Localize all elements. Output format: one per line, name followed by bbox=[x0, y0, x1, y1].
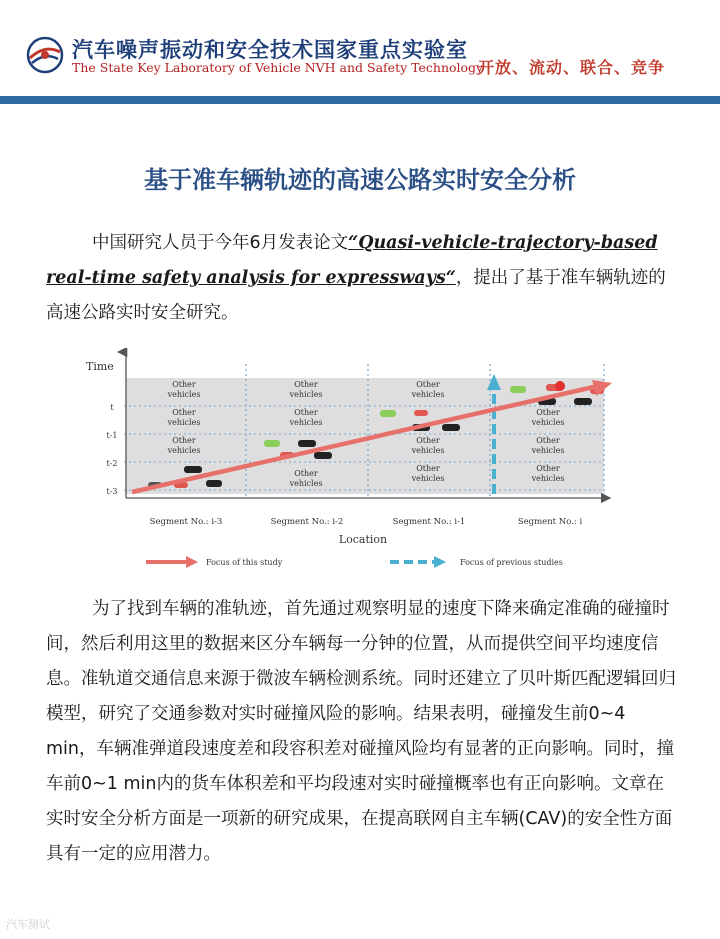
cell-label: Other vehicles bbox=[411, 464, 445, 483]
cell-label: Other vehicles bbox=[531, 408, 565, 427]
intro-paragraph bbox=[46, 226, 676, 331]
body-text: 为了找到车辆的准轨迹，首先通过观察明显的速度下降来确定准确的碰撞时间，然后利用这里的数据来区分车辆每一分钟的位置，从而提供空间平均速度信息。准轨道交通信息来源于微波车辆检测系统。同时还建立了贝叶斯匹配逻辑回归模型，研究了交通参数对实时碰撞风险的影响。结果表明，碰撞发生前0~4 min，车辆准弹道段速度差和段容积差对碰撞风险均有显著的正向影响。同时，撞车前0~1 min内的货车体积差和平均段速对实时碰撞概率也有正向影响。文章在实时安全分析方面是一项新的研究成果，在提高联网自主车辆(CAV)的安全性方面具有一定的应用潜力。 bbox=[46, 599, 676, 864]
legend bbox=[146, 556, 563, 568]
lab-name-cn: 汽车噪声振动和安全技术国家重点实验室 bbox=[72, 38, 468, 62]
segment-labels bbox=[150, 517, 583, 527]
watermark: 汽车测试 bbox=[6, 918, 50, 931]
segment-label: Segment No.: i-2 bbox=[270, 517, 344, 527]
header bbox=[0, 0, 720, 96]
lab-motto: 开放、流动、联合、竞争 bbox=[478, 58, 666, 77]
y-tick: t bbox=[110, 403, 114, 412]
legend-this-study-arrowhead bbox=[186, 556, 198, 568]
cell-label: Other vehicles bbox=[289, 469, 323, 488]
intro-text: 中国研究人员于今年6月发表论文 bbox=[92, 233, 349, 253]
cell-label: Other vehicles bbox=[289, 380, 323, 399]
lab-logo-icon bbox=[26, 36, 64, 74]
cell-label: Other vehicles bbox=[531, 436, 565, 455]
cell-label: Other vehicles bbox=[289, 408, 323, 427]
y-tick: t-2 bbox=[106, 459, 118, 468]
intro-text-end: ，提出了基于准车辆轨迹的高速公路实时安全研究。 bbox=[46, 268, 666, 323]
y-tick: t-3 bbox=[106, 487, 118, 496]
legend-previous-arrowhead bbox=[434, 556, 446, 568]
legend-previous-label: Focus of previous studies bbox=[460, 558, 563, 567]
segment-label: Segment No.: i-3 bbox=[149, 517, 223, 527]
cell-label: Other vehicles bbox=[411, 380, 445, 399]
y-axis-label: Time bbox=[86, 360, 114, 373]
x-axis-label: Location bbox=[338, 533, 388, 546]
cell-label: Other vehicles bbox=[411, 436, 445, 455]
cell-label: Other vehicles bbox=[531, 464, 565, 483]
cell-label: Other vehicles bbox=[167, 408, 201, 427]
article-title: 基于准车辆轨迹的高速公路实时安全分析 bbox=[144, 166, 576, 194]
cell-label: Other vehicles bbox=[167, 380, 201, 399]
cell-label: Other vehicles bbox=[167, 436, 201, 455]
body-paragraph bbox=[46, 592, 676, 872]
legend-this-study-label: Focus of this study bbox=[206, 558, 283, 567]
segment-label: Segment No.: i bbox=[517, 517, 583, 527]
header-divider bbox=[0, 96, 720, 104]
segment-label: Segment No.: i-1 bbox=[392, 517, 466, 527]
lab-name-en: The State Key Laboratory of Vehicle NVH and Safety Technology bbox=[72, 60, 484, 75]
y-tick: t-1 bbox=[106, 431, 118, 440]
trajectory-figure bbox=[84, 348, 634, 580]
paper-reference: “Quasi-vehicle-trajectory-based real-time safety analysis for expressways“ bbox=[46, 233, 658, 288]
